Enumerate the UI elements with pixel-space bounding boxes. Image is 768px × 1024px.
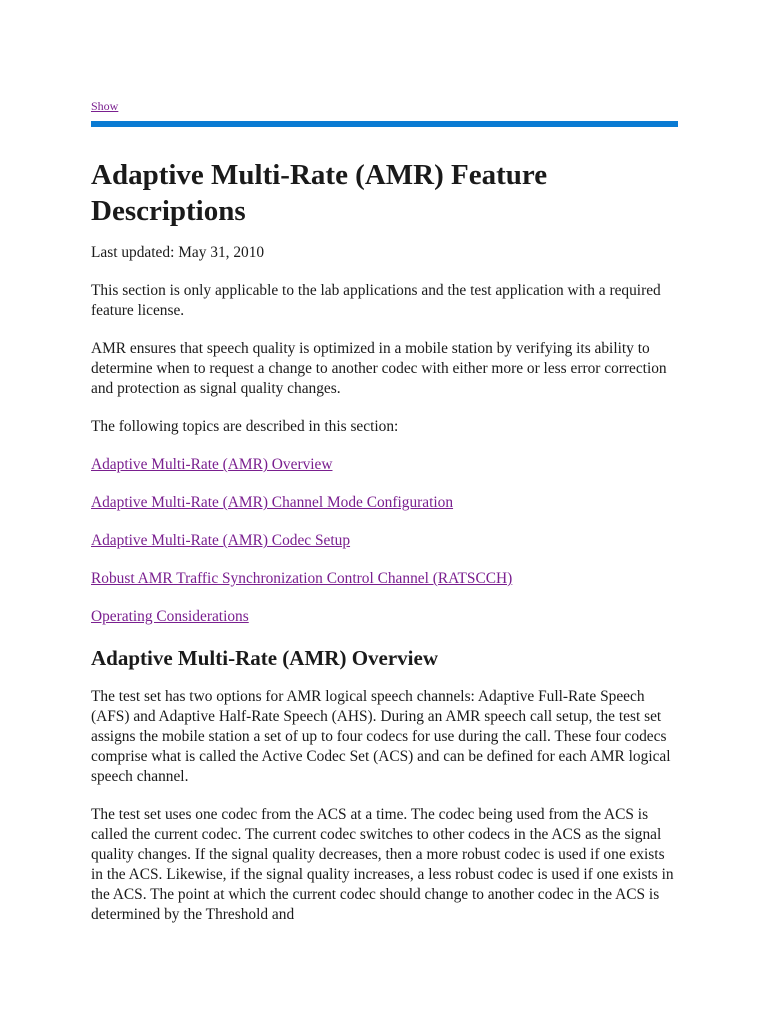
topic-link-amr-overview[interactable]: Adaptive Multi-Rate (AMR) Overview [91,456,333,473]
topics-intro: The following topics are described in this section: [91,418,399,435]
overview-heading: Adaptive Multi-Rate (AMR) Overview [91,646,438,670]
topic-link-ratscch[interactable]: Robust AMR Traffic Synchronization Control Channel (RATSCCH) [91,570,513,587]
last-updated: Last updated: May 31, 2010 [91,244,265,261]
document-page [91,97,678,925]
intro-license-paragraph: This section is only applicable to the lab applications and the test application with a required feature license. [91,282,661,319]
topic-link-channel-mode-configuration[interactable]: Adaptive Multi-Rate (AMR) Channel Mode Configuration [91,494,454,511]
header-divider [91,121,678,127]
page-title: Adaptive Multi-Rate (AMR) Feature Descriptions [91,159,548,227]
overview-paragraph-1: The test set has two options for AMR logical speech channels: Adaptive Full-Rate Speech (AFS) and Adaptive Half-Rate Speech (AHS). During an AMR speech call setup, the test set assigns the mobile station a set of up to four codecs for use during the call. These four codecs comprise what is called the Active Codec Set (ACS) and can be defined for each AMR logical speech channel. [91,688,671,785]
topic-link-operating-considerations[interactable]: Operating Considerations [91,608,249,625]
topic-link-codec-setup[interactable]: Adaptive Multi-Rate (AMR) Codec Setup [91,532,351,549]
intro-amr-paragraph: AMR ensures that speech quality is optimized in a mobile station by verifying its ability to determine when to request a change to another codec with either more or less error correction and protection as signal quality changes. [91,340,667,397]
show-link[interactable]: Show [91,99,119,113]
overview-paragraph-2: The test set uses one codec from the ACS at a time. The codec being used from the ACS is called the current codec. The current codec switches to other codecs in the ACS as the signal quality changes. If the signal quality decreases, then a more robust codec is used if one exists in the ACS. Likewise, if the signal quality increases, a less robust codec is used if one exists in the ACS. The point at which the current codec should change to another codec in the ACS is determined by the Threshold and [91,806,674,923]
